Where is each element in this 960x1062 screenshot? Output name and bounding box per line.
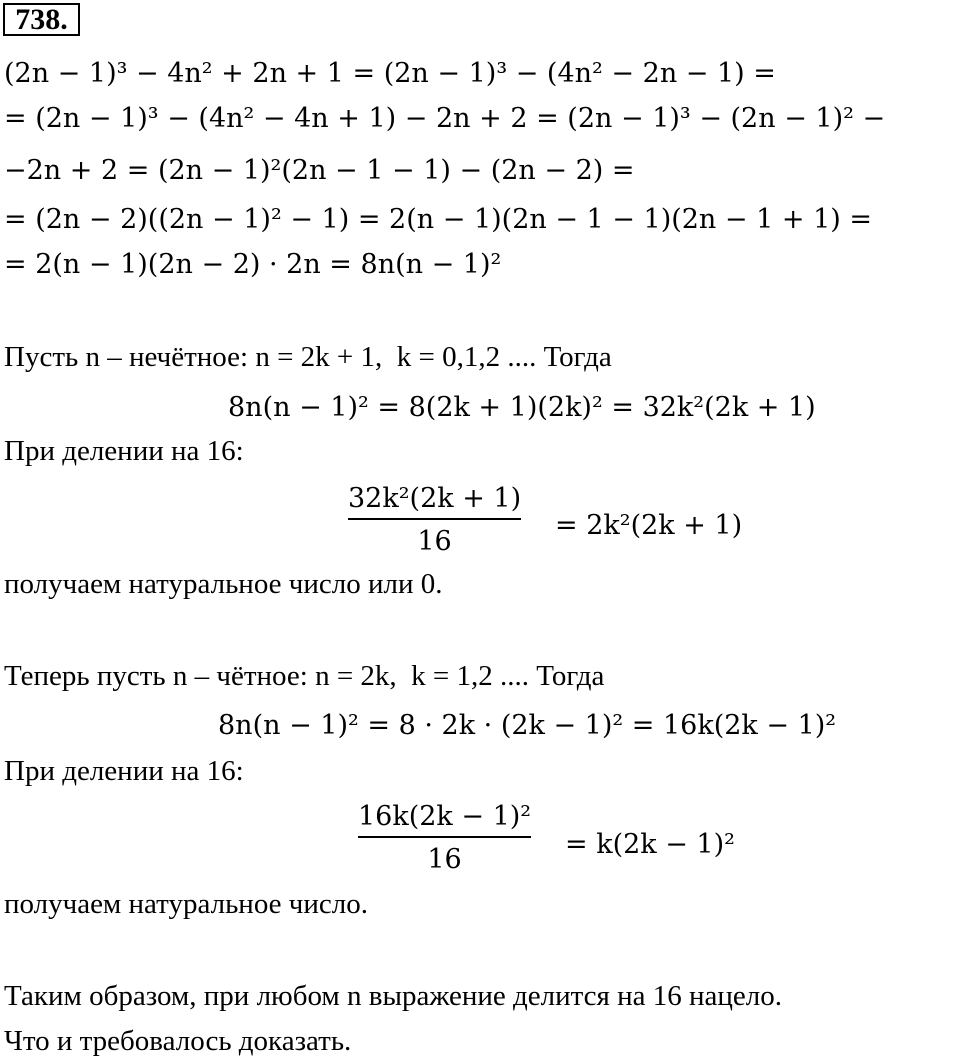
odd-fraction-numerator: 32k²(2k + 1)	[348, 483, 522, 514]
derivation-line-2: = (2n − 1)³ − (4n² − 4n + 1) − 2n + 2 = (2n − 1)³ − (2n − 1)² −	[4, 103, 886, 134]
odd-fraction-denominator: 16	[417, 526, 452, 557]
odd-case-intro: Пусть n – нечётное: n = 2k + 1, k = 0,1,2 .... Тогда	[4, 341, 612, 373]
derivation-line-5: = 2(n − 1)(2n − 2) · 2n = 8n(n − 1)²	[4, 249, 502, 280]
even-case-fraction	[358, 801, 531, 875]
derivation-line-4: = (2n − 2)((2n − 1)² − 1) = 2(n − 1)(2n − 1 − 1)(2n − 1 + 1) =	[4, 204, 872, 235]
odd-case-division-label: При делении на 16:	[4, 435, 244, 467]
odd-fraction-bar	[348, 518, 521, 520]
even-case-formula: 8n(n − 1)² = 8 · 2k · (2k − 1)² = 16k(2k − 1)²	[218, 710, 837, 741]
odd-case-conclusion: получаем натуральное число или 0.	[4, 568, 443, 600]
odd-case-formula: 8n(n − 1)² = 8(2k + 1)(2k)² = 32k²(2k + 1)	[228, 392, 816, 423]
even-case-conclusion: получаем натуральное число.	[4, 888, 368, 920]
even-case-intro: Теперь пусть n – чётное: n = 2k, k = 1,2 .... Тогда	[4, 660, 605, 692]
qed-statement: Что и требовалось доказать.	[4, 1025, 352, 1057]
even-fraction-result: = k(2k − 1)²	[565, 829, 735, 860]
derivation-line-1: (2n − 1)³ − 4n² + 2n + 1 = (2n − 1)³ − (4n² − 2n − 1) =	[4, 58, 776, 89]
odd-fraction-result: = 2k²(2k + 1)	[555, 510, 743, 541]
odd-case-fraction	[348, 483, 521, 557]
even-fraction-numerator: 16k(2k − 1)²	[358, 801, 532, 832]
problem-number: 738.	[3, 3, 80, 36]
final-statement: Таким образом, при любом n выражение делится на 16 нацело.	[4, 980, 783, 1012]
even-case-division-label: При делении на 16:	[4, 755, 244, 787]
even-fraction-bar	[358, 836, 531, 838]
derivation-line-3: −2n + 2 = (2n − 1)²(2n − 1 − 1) − (2n − 2) =	[4, 155, 635, 186]
even-fraction-denominator: 16	[427, 844, 462, 875]
